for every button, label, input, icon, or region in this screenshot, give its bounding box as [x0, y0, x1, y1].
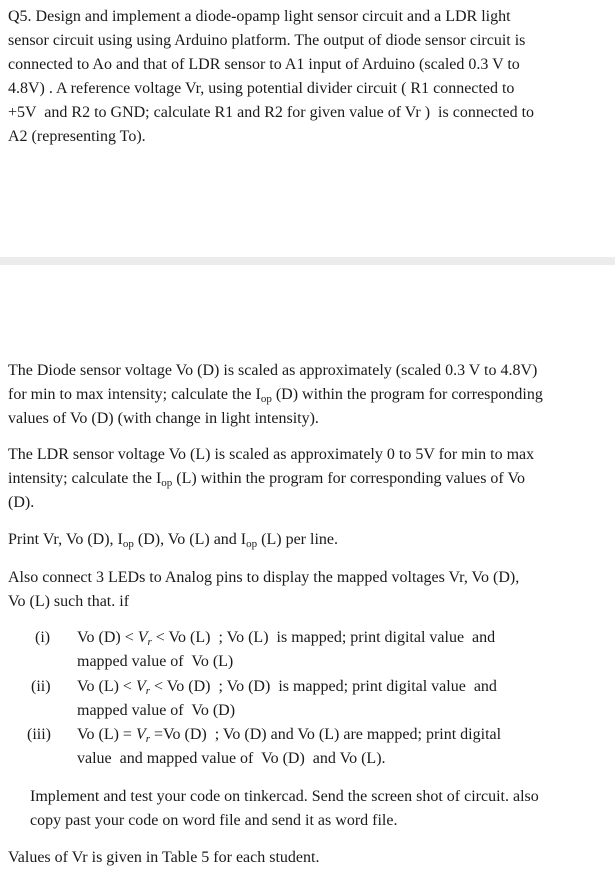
implement-line-1: Implement and test your code on tinkercad. Send the screen shot of circuit. also — [30, 788, 539, 805]
ldr-line-3: (D). — [8, 494, 35, 511]
ldr-line-2: intensity; calculate the $I_{op}$ (L) within the program for corresponding values of Vo — [8, 470, 525, 489]
condition-line-2: mapped value of Vo (D) — [77, 702, 236, 719]
question-line-2: sensor circuit using using Arduino platform. The output of diode sensor circuit is — [8, 32, 526, 49]
question-line-1: Q5. Design and implement a diode-opamp light sensor circuit and a LDR light — [8, 8, 511, 25]
question-line-3: connected to Ao and that of LDR sensor to A1 input of Arduino (scaled 0.3 V to — [8, 56, 520, 73]
values-note: Values of Vr is given in Table 5 for each student. — [8, 849, 320, 866]
diode-line-3: values of Vo (D) (with change in light intensity). — [8, 410, 319, 427]
condition-number: (i) — [35, 629, 51, 646]
ldr-line-1: The LDR sensor voltage Vo (L) is scaled as approximately 0 to 5V for min to max — [8, 446, 535, 463]
condition-line-1: Vo $(L) = V_r =Vo$ (D) ; Vo (D) and Vo (L) are mapped; print digital — [77, 726, 502, 745]
condition-line-1: Vo $(L) < V_r < Vo$ (D) ; Vo (D) is mapped; print digital value and — [77, 678, 497, 697]
print-instruction: Print Vr, Vo (D), $I_{op}$ (D), Vo (L) and $I_{op}$ (L) per line. — [8, 531, 338, 550]
condition-line-1: Vo $(D) < V_r < Vo$ (L) ; Vo (L) is mapped; print digital value and — [77, 629, 496, 648]
condition-number: (iii) — [27, 726, 51, 743]
condition-line-2: mapped value of Vo (L) — [77, 653, 234, 670]
section-divider — [0, 257, 615, 265]
leds-line-1: Also connect 3 LEDs to Analog pins to display the mapped voltages Vr, Vo (D), — [8, 569, 520, 586]
implement-line-2: copy past your code on word file and send it as word file. — [30, 812, 398, 829]
condition-line-2: value and mapped value of Vo (D) and Vo (L). — [77, 750, 386, 767]
question-line-6: A2 (representing To). — [8, 128, 146, 145]
question-line-4: 4.8V) . A reference voltage Vr, using potential divider circuit ( R1 connected to — [8, 80, 515, 97]
leds-line-2: Vo (L) such that. if — [8, 593, 130, 610]
condition-number: (ii) — [31, 678, 51, 695]
question-line-5: +5V and R2 to GND; calculate R1 and R2 for given value of Vr ) is connected to — [8, 104, 535, 121]
diode-line-2: for min to max intensity; calculate the $I_{op}$ (D) within the program for corresponding — [8, 386, 543, 405]
diode-line-1: The Diode sensor voltage Vo (D) is scaled as approximately (scaled 0.3 V to 4.8V) — [8, 362, 538, 379]
